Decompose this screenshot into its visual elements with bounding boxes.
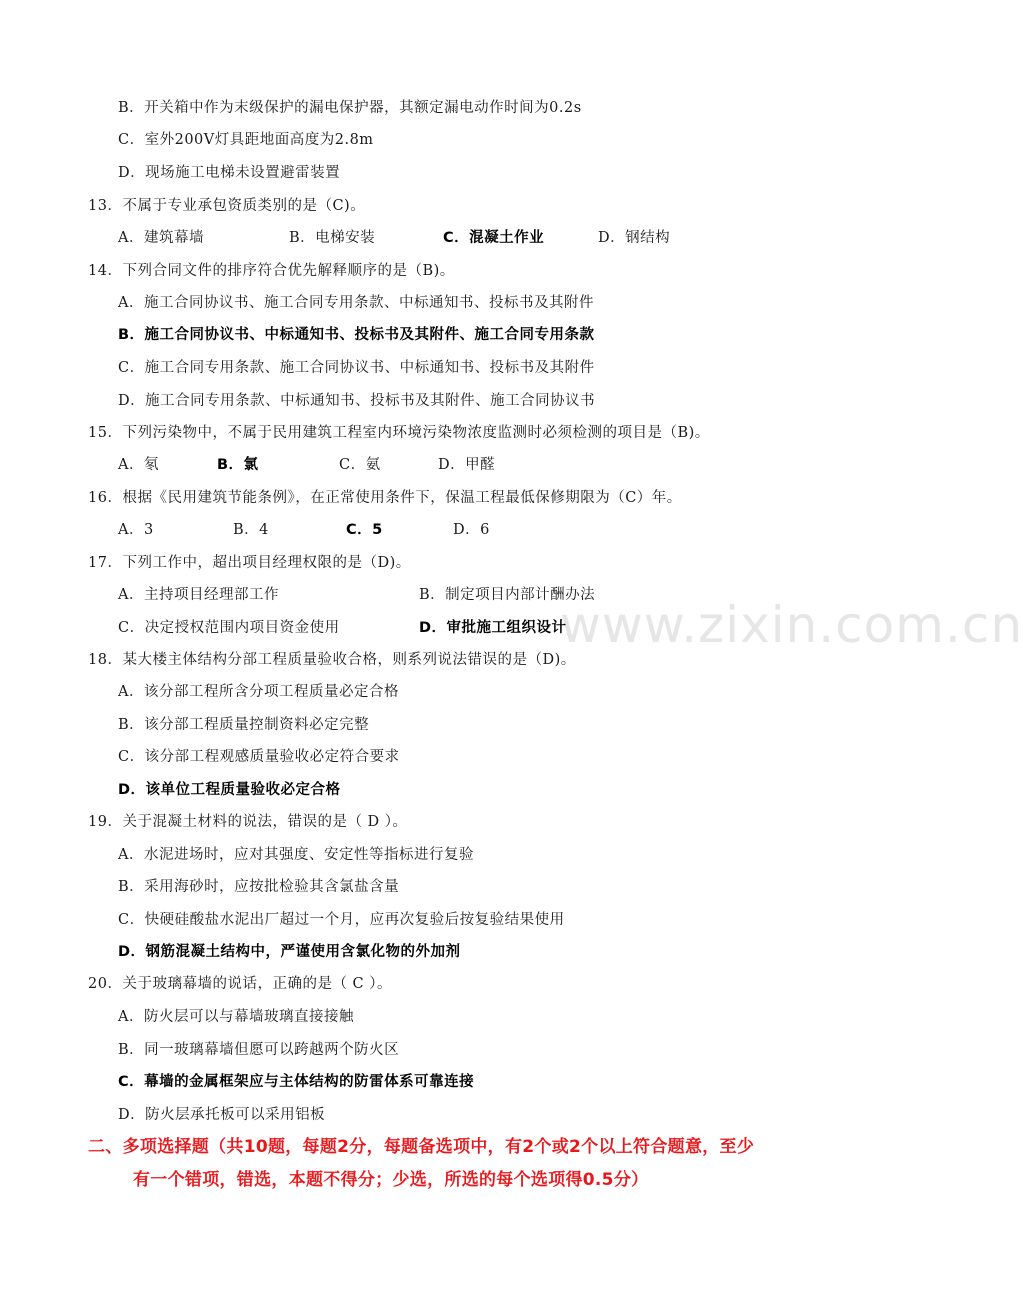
q13-stem: 13．不属于专业承包资质类别的是（C)。 bbox=[88, 198, 366, 214]
q15-option-d: D．甲醛 bbox=[438, 457, 496, 473]
q15-option-a: A．氡 bbox=[118, 457, 159, 473]
q19-stem: 19．关于混凝土材料的说法，错误的是（ D ）。 bbox=[88, 814, 408, 830]
q12-option-c: C．室外200V灯具距地面高度为2.8m bbox=[118, 132, 374, 148]
q12-option-d: D．现场施工电梯未设置避雷装置 bbox=[118, 165, 341, 181]
q17-option-d-answer: D．审批施工组织设计 bbox=[419, 620, 567, 636]
q17-option-b: B．制定项目内部计酬办法 bbox=[419, 587, 596, 603]
q17-option-a: A．主持项目经理部工作 bbox=[118, 587, 279, 603]
q18-option-c: C．该分部工程观感质量验收必定符合要求 bbox=[118, 749, 400, 765]
q16-option-a: A．3 bbox=[118, 522, 154, 538]
q18-option-d-answer: D．该单位工程质量验收必定合格 bbox=[118, 782, 341, 798]
q16-stem: 16．根据《民用建筑节能条例》，在正常使用条件下，保温工程最低保修期限为（C）年。 bbox=[88, 490, 682, 506]
q20-option-d: D．防火层承托板可以采用铝板 bbox=[118, 1107, 326, 1123]
q19-option-a: A．水泥进场时，应对其强度、安定性等指标进行复验 bbox=[118, 847, 474, 863]
q14-stem: 14．下列合同文件的排序符合优先解释顺序的是（B)。 bbox=[88, 263, 455, 279]
q18-option-b: B．该分部工程质量控制资料必定完整 bbox=[118, 717, 370, 733]
q13-option-a: A．建筑幕墙 bbox=[118, 230, 204, 246]
q20-option-b: B．同一玻璃幕墙但愿可以跨越两个防火区 bbox=[118, 1042, 400, 1058]
q20-option-c-answer: C．幕墙的金属框架应与主体结构的防雷体系可靠连接 bbox=[118, 1074, 475, 1090]
q20-option-a: A．防火层可以与幕墙玻璃直接接触 bbox=[118, 1009, 354, 1025]
q13-option-b: B．电梯安装 bbox=[289, 230, 376, 246]
q14-option-a: A．施工合同协议书、施工合同专用条款、中标通知书、投标书及其附件 bbox=[118, 295, 594, 311]
q13-option-c-answer: C．混凝土作业 bbox=[443, 230, 545, 246]
q16-option-d: D．6 bbox=[453, 522, 490, 538]
q19-option-d-answer: D．钢筋混凝土结构中，严谨使用含氯化物的外加剂 bbox=[118, 944, 461, 960]
q16-option-c-answer: C．5 bbox=[346, 522, 383, 538]
section-heading-line1: 二、多项选择题（共10题，每题2分，每题备选项中，有2个或2个以上符合题意，至少 bbox=[88, 1137, 755, 1157]
q18-option-a: A．该分部工程所含分项工程质量必定合格 bbox=[118, 684, 399, 700]
section-heading-line2: 有一个错项，错选，本题不得分；少选，所选的每个选项得0.5分） bbox=[133, 1170, 649, 1190]
q18-stem: 18．某大楼主体结构分部工程质量验收合格，则系列说法错误的是（D)。 bbox=[88, 652, 576, 668]
watermark: www.zixin.com.cn bbox=[560, 596, 1023, 654]
q14-option-c: C．施工合同专用条款、施工合同协议书、中标通知书、投标书及其附件 bbox=[118, 360, 595, 376]
q15-option-b-answer: B．氯 bbox=[217, 457, 259, 473]
q19-option-c: C．快硬硅酸盐水泥出厂超过一个月，应再次复验后按复验结果使用 bbox=[118, 912, 565, 928]
q17-option-c: C．决定授权范围内项目资金使用 bbox=[118, 620, 340, 636]
q17-stem: 17．下列工作中，超出项目经理权限的是（D)。 bbox=[88, 555, 411, 571]
q16-option-b: B．4 bbox=[233, 522, 269, 538]
q15-option-c: C．氨 bbox=[339, 457, 381, 473]
q12-option-b: B．开关箱中作为末级保护的漏电保护器，其额定漏电动作时间为0.2s bbox=[118, 100, 582, 116]
q14-option-b-answer: B．施工合同协议书、中标通知书、投标书及其附件、施工合同专用条款 bbox=[118, 327, 595, 343]
q20-stem: 20．关于玻璃幕墙的说话，正确的是（ C ）。 bbox=[88, 976, 393, 992]
q14-option-d: D．施工合同专用条款、中标通知书、投标书及其附件、施工合同协议书 bbox=[118, 393, 596, 409]
q15-stem: 15．下列污染物中，不属于民用建筑工程室内环境污染物浓度监测时必须检测的项目是（B)。 bbox=[88, 425, 710, 441]
q19-option-b: B．采用海砂时，应按批检验其含氯盐含量 bbox=[118, 879, 400, 895]
q13-option-d: D．钢结构 bbox=[598, 230, 671, 246]
